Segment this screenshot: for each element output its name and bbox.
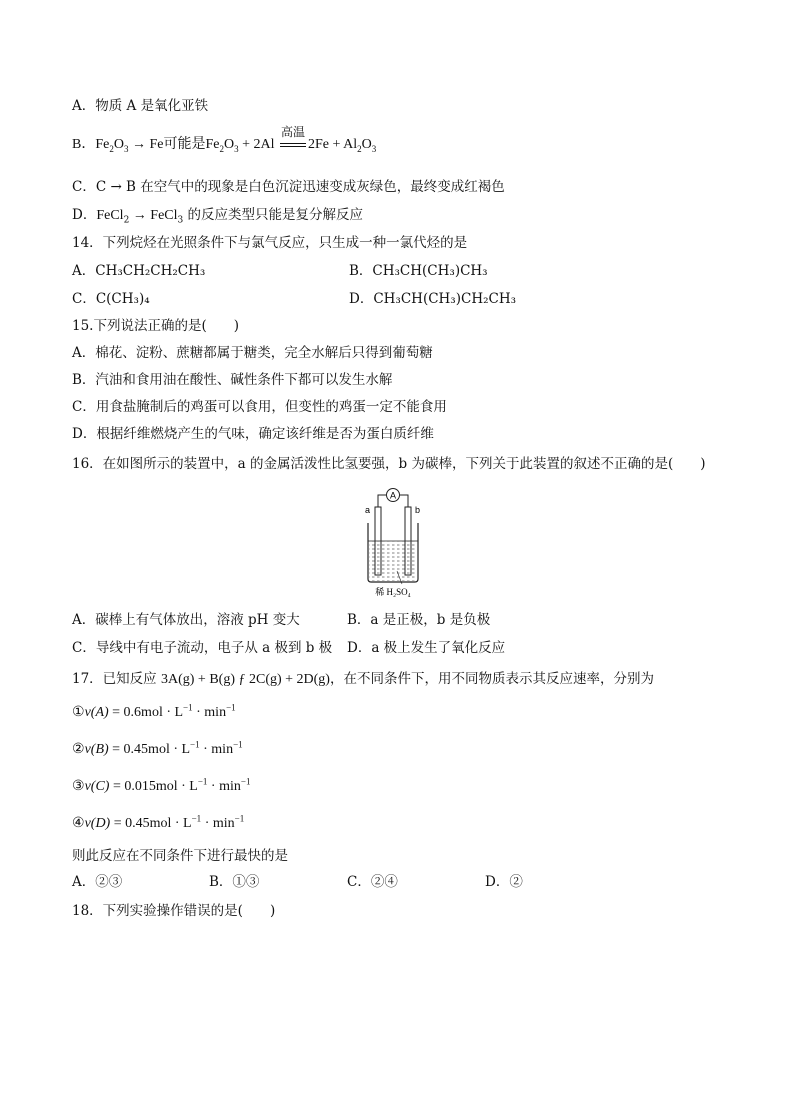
wire-left (378, 495, 386, 507)
q13-option-d (72, 206, 363, 225)
q13-d-reactant: FeCl (96, 208, 124, 223)
q13-b-equals-sign (280, 143, 306, 147)
rate-exponent: −1 (190, 739, 200, 750)
rate-exponent: −1 (197, 776, 208, 787)
q17-option-d: D．② (485, 874, 523, 890)
q13-b-eq-left: Fe (205, 137, 220, 152)
q13-b-condition-text: 高温 (280, 125, 305, 139)
q17-stem-suffix: ，在不同条件下，用不同物质表示其反应速率，分别为 (329, 671, 654, 687)
q15-stem: 15.下列说法正确的是( ) (72, 318, 240, 334)
rate-rhs: = 0.6mol · L (108, 705, 184, 720)
q17-rate-4 (72, 815, 244, 833)
rate-rhs: = 0.45mol · L (108, 742, 191, 757)
rate-mark: ② (72, 742, 85, 757)
q17-option-b: B．①③ (209, 874, 260, 890)
q13-b-eq-left: O (223, 137, 235, 152)
rate-exponent: −1 (226, 702, 236, 713)
q13-b-sub: 3 (371, 143, 377, 154)
q17-reaction: 3A(g) + B(g) ƒ 2C(g) + 2D(g) (160, 672, 330, 687)
solution (369, 541, 417, 581)
q13-d-product: FeCl (150, 208, 178, 223)
q13-b-formula-part: Fe (95, 137, 110, 152)
q14-option-a: A．CH₃CH₂CH₂CH₃ (72, 263, 206, 279)
q16-option-d: D．a 极上发生了氧化反应 (347, 640, 506, 656)
q13-b-sub: 2 (109, 143, 114, 154)
rate-rhs: = 0.45mol · L (110, 816, 192, 831)
rate-exponent: −1 (183, 702, 193, 713)
q15-option-b: B．汽油和食用油在酸性、碱性条件下都可以发生水解 (72, 372, 393, 388)
rate-unit: · min (207, 779, 241, 794)
electrolyte-label: 稀 H₂SO₄ (375, 587, 411, 597)
q13-option-c: C．C → B 在空气中的现象是白色沉淀迅速变成灰绿色，最终变成红褐色 (72, 179, 505, 195)
rate-lhs: v(C) (84, 779, 110, 794)
q13-d-text: 的反应类型只能是复分解反应 (183, 207, 364, 223)
q15-option-a: A．棉花、淀粉、蔗糖都属于糖类，完全水解后只得到葡萄糖 (72, 345, 433, 361)
q13-d-arrow: → (129, 208, 151, 223)
q15-option-d: D．根据纤维燃烧产生的气味，确定该纤维是否为蛋白质纤维 (72, 426, 434, 442)
q17-rate-1 (72, 704, 236, 722)
rate-exponent: −1 (191, 813, 202, 824)
q13-b-product: Fe (149, 137, 164, 152)
q17-option-c: C．②④ (347, 874, 398, 890)
wire-right (400, 495, 408, 507)
q14-option-c: C．C(CH₃)₄ (72, 291, 150, 307)
rate-exponent: −1 (240, 776, 251, 787)
q17-rate-3 (72, 778, 250, 796)
q13-option-b (72, 125, 377, 154)
q16-option-b: B．a 是正极，b 是负极 (347, 612, 491, 628)
q16-option-c: C．导线中有电子流动，电子从 a 极到 b 极 (72, 640, 333, 656)
q17-question: 则此反应在不同条件下进行最快的是 (72, 848, 288, 864)
rate-rhs: = 0.015mol · L (109, 779, 198, 794)
rate-mark: ④ (72, 816, 85, 831)
q17-option-a: A．②③ (72, 874, 123, 890)
q13-b-text: 可能是 (163, 137, 206, 152)
q13-b-sub: 2 (219, 143, 224, 154)
q13-b-formula-part: O (113, 137, 124, 152)
rate-unit: · min (192, 705, 227, 720)
q13-b-sub: 3 (123, 143, 129, 154)
q13-b-eq-plus: + 2Al (238, 137, 275, 152)
q13-d-sub: 2 (123, 215, 130, 226)
q15-option-c: C．用食盐腌制后的鸡蛋可以食用，但变性的鸡蛋一定不能食用 (72, 399, 447, 415)
q18-stem: 18．下列实验操作错误的是( ) (72, 903, 276, 919)
q14-option-d: D．CH₃CH(CH₃)CH₂CH₃ (349, 291, 517, 307)
q14-option-b: B．CH₃CH(CH₃)CH₃ (349, 263, 488, 279)
rate-lhs: v(D) (84, 816, 111, 831)
q13-option-a: A．物质 A 是氧化亚铁 (72, 98, 209, 114)
ammeter-label: A (389, 490, 397, 501)
q13-b-eq-right: O (361, 137, 372, 152)
rate-lhs: v(A) (84, 705, 109, 720)
electrode-a-label: a (365, 505, 371, 515)
q14-stem: 14．下列烷烃在光照条件下与氯气反应，只生成一种一氯代烃的是 (72, 235, 468, 251)
q16-stem: 16．在如图所示的装置中，a 的金属活泼性比氢要强，b 为碳棒，下列关于此装置的叙述不正确的是( ) (72, 456, 706, 472)
rate-lhs: v(B) (84, 742, 109, 757)
q16-option-a: A．碳棒上有气体放出，溶液 pH 变大 (72, 612, 300, 628)
rate-unit: · min (199, 742, 234, 757)
q13-option-d-prefix: D． (72, 207, 97, 223)
rate-mark: ③ (72, 779, 85, 794)
rate-exponent: −1 (233, 739, 243, 750)
q13-b-sub: 2 (357, 143, 362, 154)
q13-b-arrow: → (131, 137, 146, 152)
q13-b-eq-right: 2Fe + Al (308, 137, 358, 152)
electrode-b-label: b (415, 505, 421, 515)
q13-b-condition (278, 125, 308, 154)
q13-option-b-prefix: B． (72, 137, 96, 152)
q13-b-sub: 3 (234, 143, 239, 154)
rate-unit: · min (201, 816, 235, 831)
galvanic-cell-figure (352, 483, 434, 598)
q17-rate-2 (72, 741, 243, 759)
q13-d-sub: 3 (177, 215, 184, 226)
q17-stem (72, 670, 654, 689)
rate-mark: ① (72, 705, 85, 720)
rate-exponent: −1 (234, 813, 245, 824)
q17-stem-prefix: 17．已知反应 (72, 671, 161, 687)
